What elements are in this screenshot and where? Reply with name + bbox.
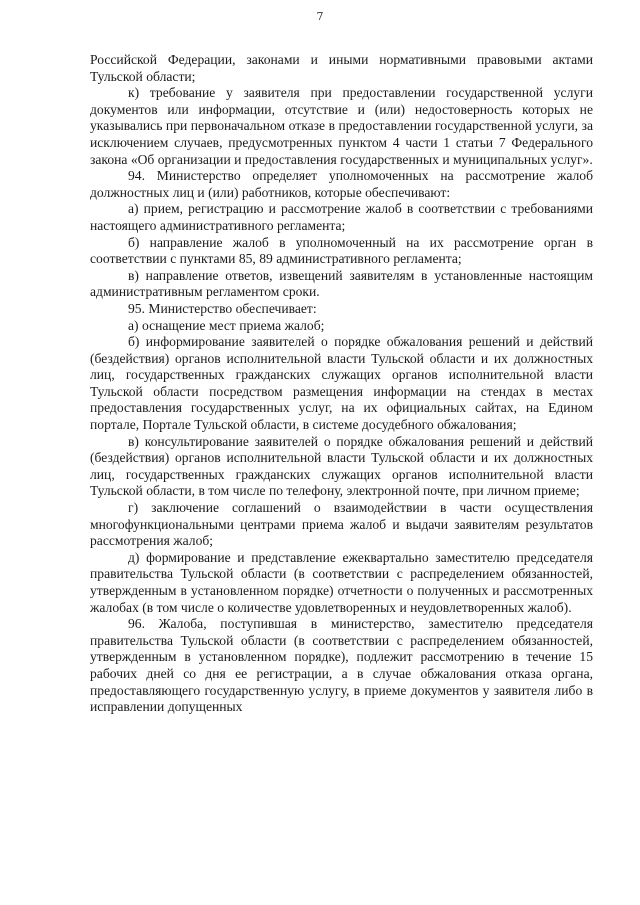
paragraph-95-a: а) оснащение мест приема жалоб; (128, 317, 325, 333)
paragraph-95: 95. Министерство обеспечивает: (128, 300, 317, 316)
paragraph-95-b: б) информирование заявителей о порядке обжалования решений и действий (бездействия) органов исполнительной власти Тульской области и их должностных лиц, государственных гражданских служащих органов исполнительной власти Тульской области посредством размещения информации на стендах в местах предоставления государственных услуг, на их официальных сайтах, на Едином портале, Портале Тульской области, в системе досудебного обжалования; (90, 334, 593, 433)
paragraph-95-v: в) консультирование заявителей о порядке обжалования решений и действий (бездействия) органов исполнительной власти Тульской области и их должностных лиц, государственных гражданских служащих органов исполнительной власти Тульской области, в том числе по телефону, электронной почте, при личном приеме; (90, 433, 593, 499)
page-number: 7 (316, 10, 324, 23)
paragraph-95-d: д) формирование и представление ежеквартально заместителю председателя правительства Тульской области (в соответствии с распределением обязанностей, утвержденным в установленном порядке) отчетности о полученных и рассмотренных жалобах (в том числе о количестве удовлетворенных и неудовлетворенных жалоб). (90, 549, 593, 615)
paragraph-item-k: к) требование у заявителя при предоставлении государственной услуги документов или информации, отсутствие и (или) недостоверность которых не указывались при первоначальном отказе в предоставлении государственной услуги, за исключением случаев, предусмотренных пунктом 4 части 1 статьи 7 Федерального закона «Об организации и предоставления государственных и муниципальных услуг». (90, 85, 593, 167)
paragraph-94: 94. Министерство определяет уполномоченных на рассмотрение жалоб должностных лиц и (или) работников, которые обеспечивают: (90, 168, 593, 200)
paragraph-continuation: Российской Федерации, законами и иными нормативными правовыми актами Тульской области; (90, 52, 593, 84)
document-body (90, 52, 593, 716)
paragraph-95-g: г) заключение соглашений о взаимодействии в части осуществления многофункциональными центрами приема жалоб и выдачи заявителям результатов рассмотрения жалоб; (90, 500, 593, 549)
paragraph-96: 96. Жалоба, поступившая в министерство, заместителю председателя правительства Тульской области (в соответствии с распределением обязанностей, утвержденным в установленном порядке), подлежит рассмотрению в течение 15 рабочих дней со дня ее регистрации, а в случае обжалования отказа органа, предоставляющего государственную услугу, в приеме документов у заявителя либо в исправлении допущенных (90, 616, 593, 715)
paragraph-94-a: а) прием, регистрацию и рассмотрение жалоб в соответствии с требованиями настоящего административного регламента; (90, 201, 593, 233)
paragraph-94-b: б) направление жалоб в уполномоченный на их рассмотрение орган в соответствии с пунктами 85, 89 административного регламента; (90, 234, 593, 267)
paragraph-94-v: в) направление ответов, извещений заявителям в установленные настоящим административным регламентом сроки. (90, 267, 593, 300)
